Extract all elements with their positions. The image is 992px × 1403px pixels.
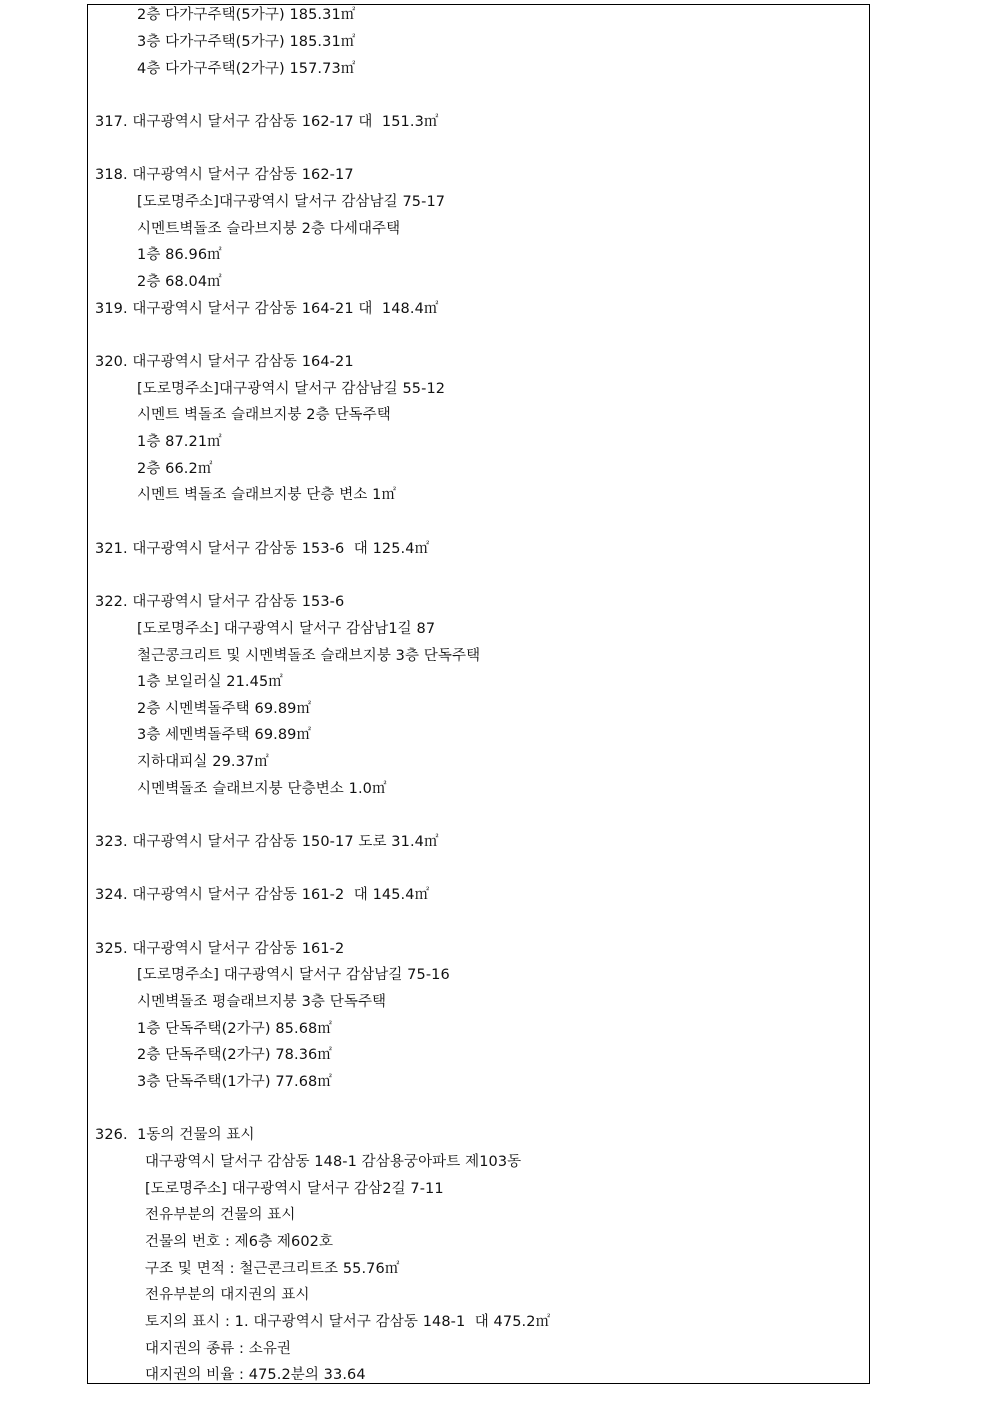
text-line: 1층 87.21㎡: [137, 434, 222, 450]
text-line: 1층 보일러실 21.45㎡: [137, 674, 283, 690]
entry-heading: 317. 대구광역시 달서구 감삼동 162-17 대 151.3㎡: [95, 114, 439, 130]
entry-heading: 320. 대구광역시 달서구 감삼동 164-21: [95, 354, 354, 370]
entry-heading: 319. 대구광역시 달서구 감삼동 164-21 대 148.4㎡: [95, 301, 439, 317]
text-line: 시멘트 벽돌조 슬래브지붕 2층 단독주택: [137, 407, 391, 423]
text-line: 4층 다가구주택(2가구) 157.73㎡: [137, 61, 356, 77]
text-line: 2층 시멘벽돌주택 69.89㎡: [137, 701, 312, 717]
text-line: 3층 다가구주택(5가구) 185.31㎡: [137, 34, 356, 50]
entry-heading: 324. 대구광역시 달서구 감삼동 161-2 대 145.4㎡: [95, 887, 430, 903]
text-line: 대지권의 비율 : 475.2분의 33.64: [145, 1367, 366, 1383]
text-line: 3층 세멘벽돌주택 69.89㎡: [137, 727, 312, 743]
entry-heading: 318. 대구광역시 달서구 감삼동 162-17: [95, 167, 354, 183]
entry-heading: 322. 대구광역시 달서구 감삼동 153-6: [95, 594, 345, 610]
text-line: 토지의 표시 : 1. 대구광역시 달서구 감삼동 148-1 대 475.2㎡: [145, 1314, 551, 1330]
text-line: 3층 단독주택(1가구) 77.68㎡: [137, 1074, 332, 1090]
text-line: 지하대피실 29.37㎡: [137, 754, 269, 770]
text-line: 시멘트벽돌조 슬라브지붕 2층 다세대주택: [137, 221, 401, 237]
text-line: 시멘트 벽돌조 슬래브지붕 단층 변소 1㎡: [137, 487, 397, 503]
text-line: 철근콩크리트 및 시멘벽돌조 슬래브지붕 3층 단독주택: [137, 648, 481, 664]
text-line: 2층 68.04㎡: [137, 274, 222, 290]
text-line: 2층 다가구주택(5가구) 185.31㎡: [137, 7, 356, 23]
text-line: 전유부분의 건물의 표시: [145, 1207, 296, 1223]
text-line: 대지권의 종류 : 소유권: [145, 1341, 292, 1357]
text-line: 1층 단독주택(2가구) 85.68㎡: [137, 1021, 332, 1037]
text-line: [도로명주소]대구광역시 달서구 감삼남길 55-12: [137, 381, 446, 397]
entry-heading: 326. 1동의 건물의 표시: [95, 1127, 255, 1143]
text-line: 전유부분의 대지권의 표시: [145, 1287, 310, 1303]
entry-heading: 325. 대구광역시 달서구 감삼동 161-2: [95, 941, 345, 957]
text-line: 건물의 번호 : 제6층 제602호: [145, 1234, 334, 1250]
text-line: [도로명주소]대구광역시 달서구 감삼남길 75-17: [137, 194, 446, 210]
document-frame: [87, 4, 870, 1384]
entry-heading: 323. 대구광역시 달서구 감삼동 150-17 도로 31.4㎡: [95, 834, 439, 850]
text-line: 2층 단독주택(2가구) 78.36㎡: [137, 1047, 332, 1063]
text-line: 1층 86.96㎡: [137, 247, 222, 263]
text-line: 2층 66.2㎡: [137, 461, 213, 477]
text-line: [도로명주소] 대구광역시 달서구 감삼남1길 87: [137, 621, 436, 637]
text-line: 시멘벽돌조 평슬래브지붕 3층 단독주택: [137, 994, 387, 1010]
text-line: [도로명주소] 대구광역시 달서구 감삼남길 75-16: [137, 967, 450, 983]
entry-heading: 321. 대구광역시 달서구 감삼동 153-6 대 125.4㎡: [95, 541, 430, 557]
text-line: 대구광역시 달서구 감삼동 148-1 감삼용궁아파트 제103동: [145, 1154, 522, 1170]
text-line: 구조 및 면적 : 철근콘크리트조 55.76㎡: [145, 1261, 400, 1277]
text-line: 시멘벽돌조 슬래브지붕 단층변소 1.0㎡: [137, 781, 387, 797]
text-line: [도로명주소] 대구광역시 달서구 감삼2길 7-11: [145, 1181, 444, 1197]
